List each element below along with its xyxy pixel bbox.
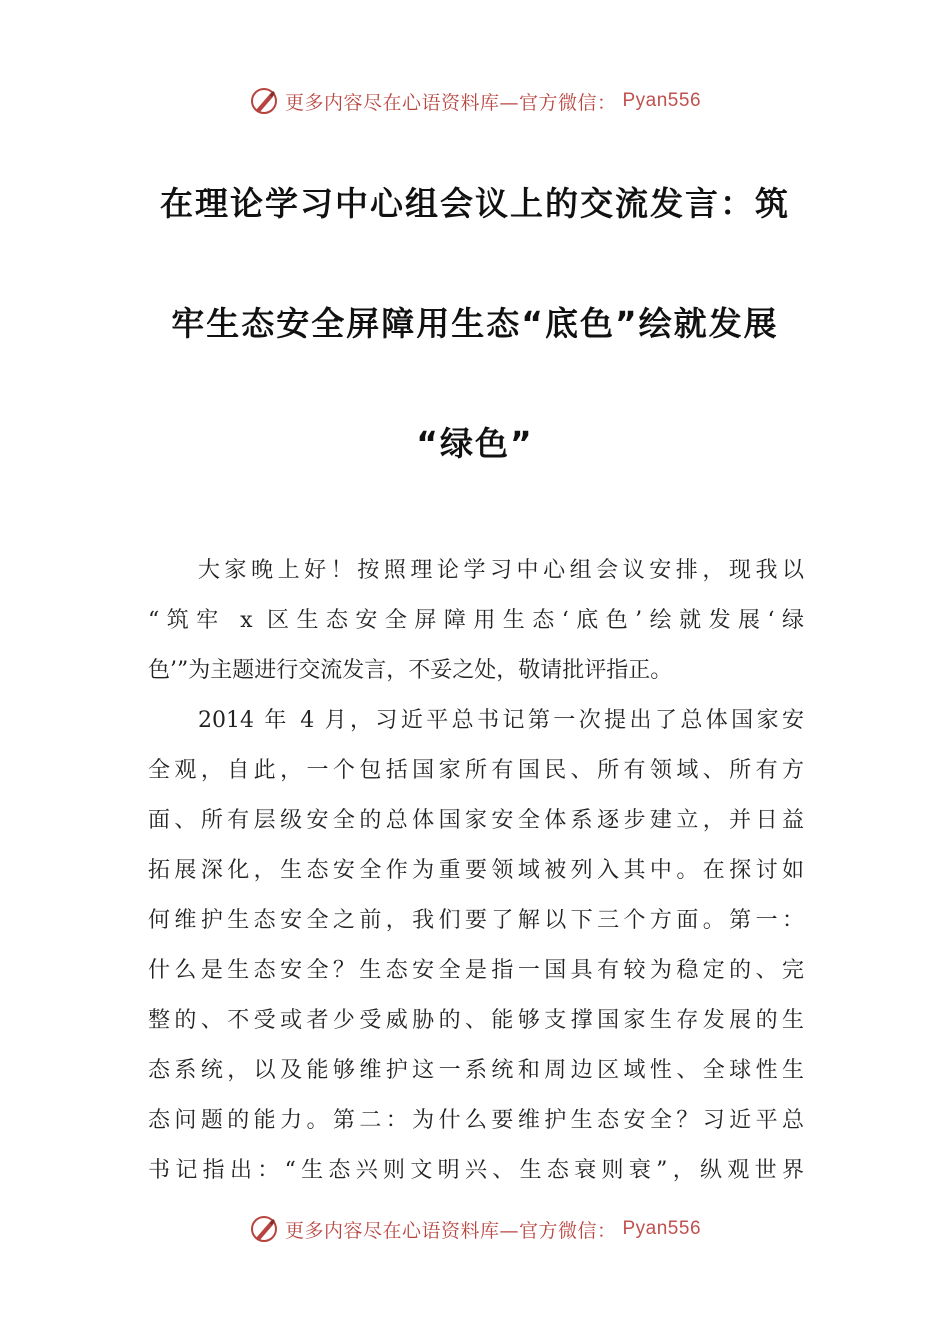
- watermark-text: 更多内容尽在心语资料库—官方微信：: [284, 91, 617, 114]
- body-line: 面、所有层级安全的总体国家安全体系逐步建立，并日益: [148, 808, 804, 833]
- body-line: 全观，自此，一个包括国家所有国民、所有领域、所有方: [148, 758, 804, 783]
- body-line: 态问题的能力。第二：为什么要维护生态安全？习近平总: [148, 1108, 804, 1133]
- document-title-line-3: “绿色”: [416, 424, 534, 463]
- pen-circle-icon: [249, 86, 279, 116]
- body-line: 何维护生态安全之前，我们要了解以下三个方面。第一：: [148, 908, 804, 933]
- document-title-line-2: 牢生态安全屏障用生态“底色”绘就发展: [171, 304, 779, 343]
- body-line: “筑牢 x 区生态安全屏障用生态‘底色’绘就发展‘绿: [148, 608, 804, 633]
- header-watermark: [0, 86, 950, 116]
- body-line: 色’”为主题进行交流发言，不妥之处，敬请批评指正。: [148, 658, 673, 683]
- body-line: 大家晚上好！按照理论学习中心组会议安排，现我以: [198, 558, 804, 583]
- document-title-line-1: 在理论学习中心组会议上的交流发言：筑: [160, 184, 790, 223]
- watermark-id: Pyan556: [622, 1218, 702, 1239]
- body-line: 拓展深化，生态安全作为重要领域被列入其中。在探讨如: [148, 858, 804, 883]
- watermark-id: Pyan556: [622, 90, 702, 111]
- footer-watermark: [0, 1214, 950, 1244]
- watermark-text: 更多内容尽在心语资料库—官方微信：: [284, 1219, 617, 1242]
- body-line: 什么是生态安全？生态安全是指一国具有较为稳定的、完: [148, 958, 804, 983]
- body-line: 2014 年 4 月，习近平总书记第一次提出了总体国家安: [198, 708, 804, 733]
- body-line: 态系统，以及能够维护这一系统和周边区域性、全球性生: [148, 1058, 804, 1083]
- body-line: 整的、不受或者少受威胁的、能够支撑国家生存发展的生: [148, 1008, 804, 1033]
- body-line: 书记指出：“生态兴则文明兴、生态衰则衰”，纵观世界: [148, 1158, 804, 1183]
- pen-circle-icon: [249, 1214, 279, 1244]
